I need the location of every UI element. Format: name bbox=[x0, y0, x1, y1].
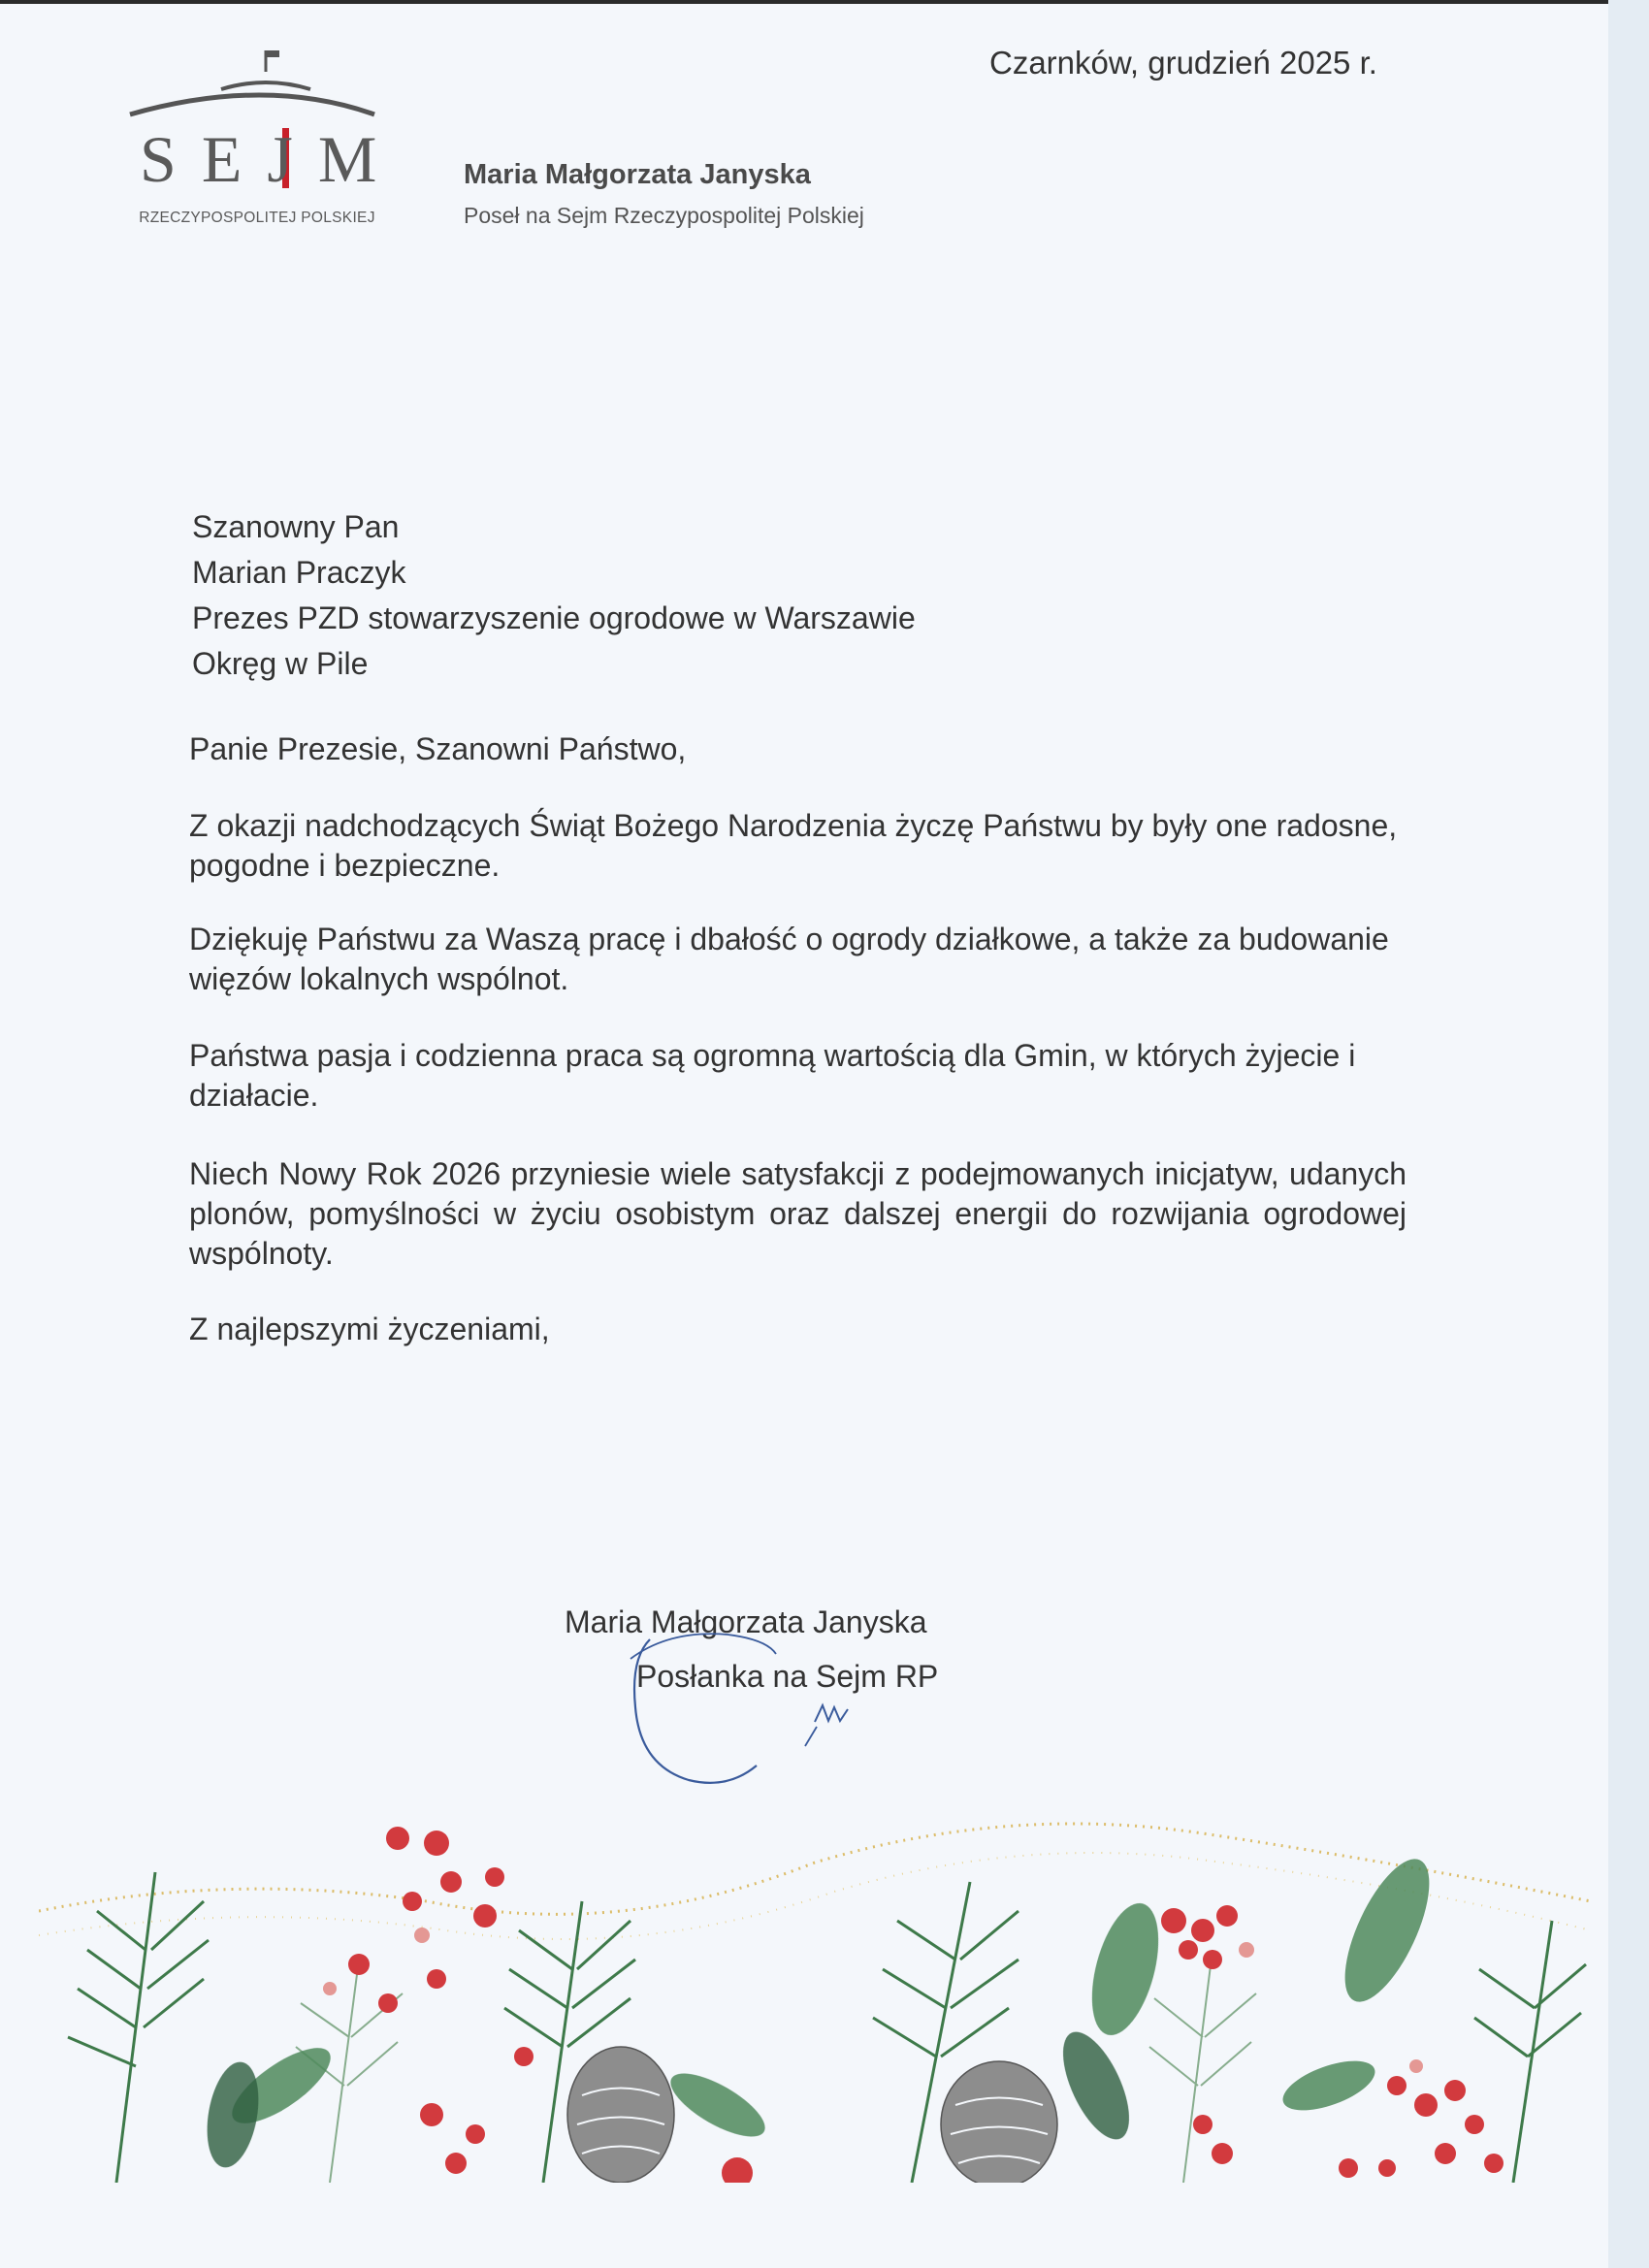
logo-word: SEJM bbox=[140, 122, 403, 196]
paragraph-4: Niech Nowy Rok 2026 przyniesie wiele satysfakcji z podejmowanych inicjatyw, udanych plonów, pomyślności w życiu osobistym oraz dalszej energii do rozwijania ogrodowej wspólnoty. bbox=[189, 1156, 1406, 1271]
recipient-position: Prezes PZD stowarzyszenie ogrodowe w Warszawie bbox=[192, 600, 916, 635]
signature-name: Maria Małgorzata Janyska bbox=[565, 1604, 927, 1639]
signature-title: Posłanka na Sejm RP bbox=[636, 1659, 939, 1694]
sender-role: Poseł na Sejm Rzeczypospolitej Polskiej bbox=[464, 203, 864, 228]
scan-top-edge bbox=[0, 0, 1608, 4]
recipient-salutation: Szanowny Pan bbox=[192, 509, 400, 544]
logo-caption: RZECZYPOSPOLITEJ POLSKIEJ bbox=[139, 210, 375, 226]
scan-right-margin bbox=[1608, 0, 1649, 2268]
paragraph-1: Z okazji nadchodzących Świąt Bożego Narodzenia życzę Państwu by były one radosne, pogodne i bezpieczne. bbox=[189, 808, 1398, 883]
paragraph-2: Dziękuję Państwu za Waszą pracę i dbałość o ogrody działkowe, a także za budowanie więzów lokalnych wspólnot. bbox=[189, 922, 1389, 996]
christmas-greenery-decoration bbox=[39, 1795, 1591, 2183]
recipient-block bbox=[192, 504, 916, 687]
paragraph-3: Państwa pasja i codzienna praca są ogromną wartością dla Gmin, w których żyjecie i działacie. bbox=[189, 1038, 1356, 1113]
greeting: Panie Prezesie, Szanowni Państwo, bbox=[189, 731, 687, 766]
letter-date: Czarnków, grudzień 2025 r. bbox=[989, 45, 1377, 81]
handwritten-signature bbox=[611, 1601, 863, 1824]
recipient-district: Okręg w Pile bbox=[192, 646, 369, 681]
sejm-logo bbox=[126, 39, 403, 243]
closing: Z najlepszymi życzeniami, bbox=[189, 1312, 550, 1346]
recipient-name: Marian Praczyk bbox=[192, 555, 406, 590]
sender-name: Maria Małgorzata Janyska bbox=[464, 159, 811, 190]
